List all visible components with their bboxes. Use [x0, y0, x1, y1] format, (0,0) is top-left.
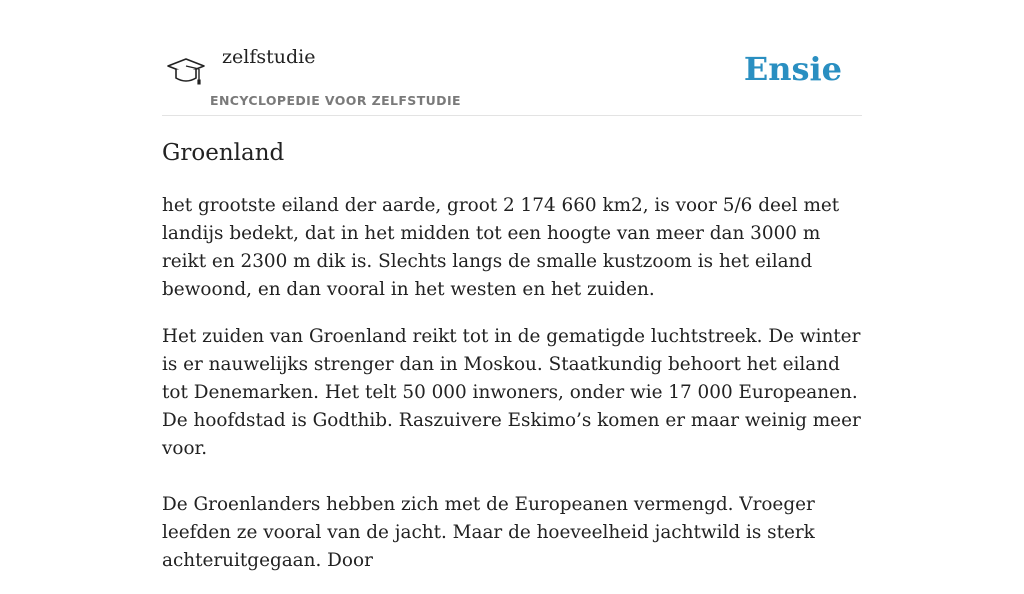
article-title: Groenland: [162, 140, 285, 166]
site-tagline: ENCYCLOPEDIE VOOR ZELFSTUDIE: [210, 93, 461, 108]
site-name[interactable]: zelfstudie: [222, 46, 316, 68]
page-container: [162, 0, 862, 571]
article-paragraph-1: het grootste eiland der aarde, groot 2 174 660 km2, is voor 5/6 deel met landijs bedekt, dat in het midden tot een hoogte van meer dan 3000 m reikt en 2300 m dik is. Slechts langs de smalle kustzoom is het eiland bewoond, en dan vooral in het westen en het zuiden.: [162, 195, 840, 300]
article-paragraph-2: Het zuiden van Groenland reikt tot in de gematigde luchtstreek. De winter is er nauwelijks strenger dan in Moskou. Staatkundig behoort het eiland tot Denemarken. Het telt 50 000 inwoners, onder wie 17 000 Europeanen. De hoofdstad is Godthib. Raszuivere Eskimo’s komen er maar weinig meer voor.: [162, 326, 861, 459]
article-paragraph-3: De Groenlanders hebben zich met de Europeanen vermengd. Vroeger leefden ze vooral van de jacht. Maar de hoeveelheid jachtwild is sterk achteruitgegaan. Door: [162, 494, 815, 571]
site-header: [162, 0, 862, 116]
article-body: [162, 192, 864, 594]
graduation-cap-icon[interactable]: [166, 54, 206, 88]
brand-logo[interactable]: Ensie: [743, 50, 842, 88]
